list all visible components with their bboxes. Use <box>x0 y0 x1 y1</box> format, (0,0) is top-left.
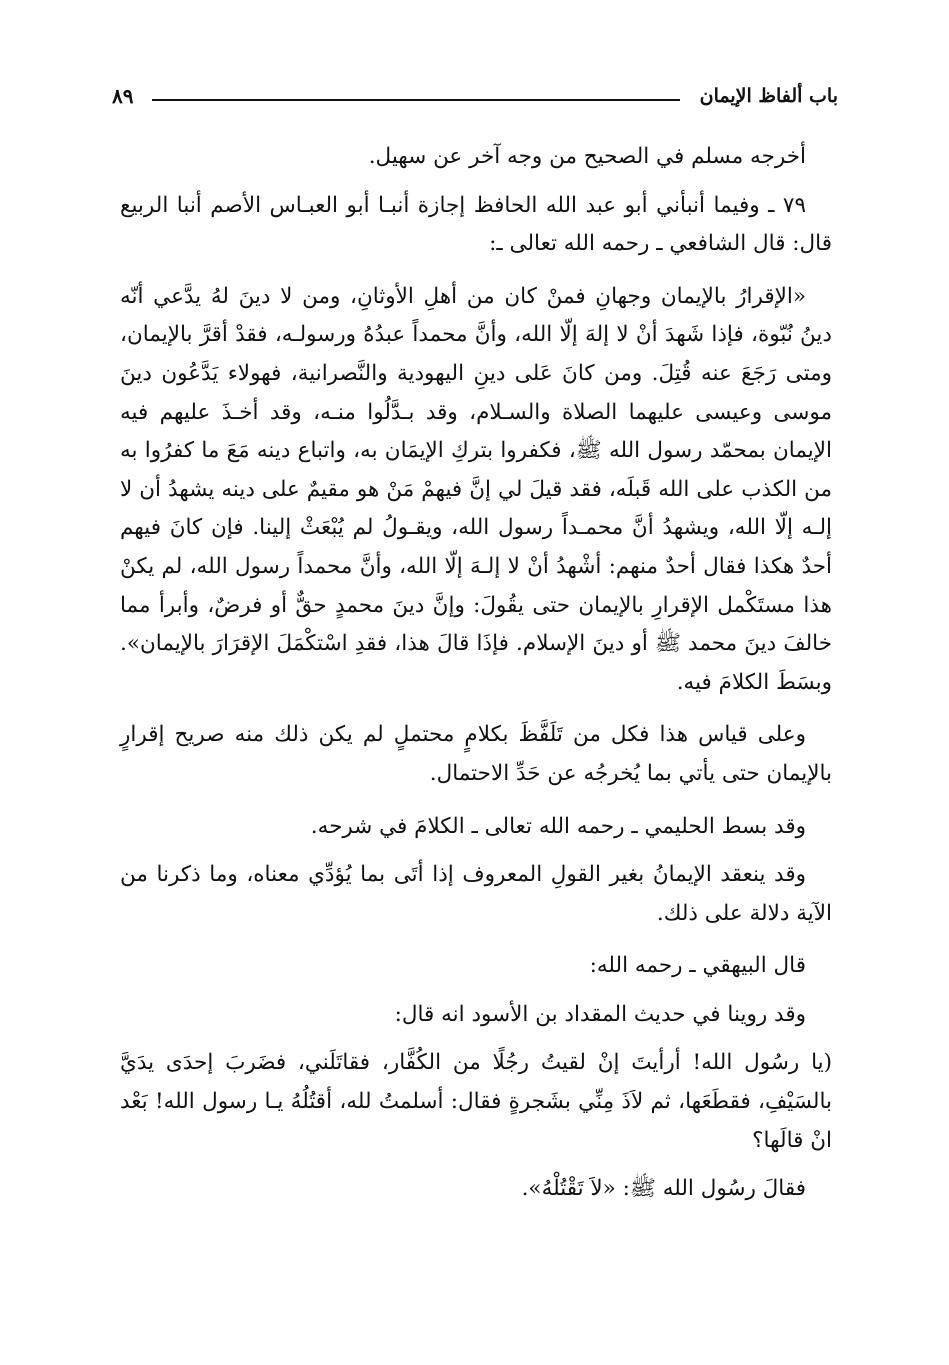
paragraph-belief-by-meaning: وقد ينعقد الإيمانُ بغير القولِ المعروف إذا أتَى بما يُؤدِّي معناه، وما ذكرنا من الآية دلالة على ذلك. <box>120 862 832 926</box>
paragraph-hadith-79-isnad: ٧٩ ـ وفيما أنبأني أبو عبد الله الحافظ إجازة أنبـا أبو العبـاس الأصم أنبا الربيع قال: قال الشافعي ـ رحمه الله تعالى ـ: <box>120 192 832 257</box>
header-rule <box>152 99 680 101</box>
paragraph-bayhaqi: قال البيهقي ـ رحمه الله: <box>589 953 806 979</box>
paragraph-shafii-quote: «الإقرارُ بالإيمان وجهانِ فمنْ كان من أهلِ الأوثانِ، ومن لا دينَ لهُ يدَّعي أنّه دينُ نُبّوة، فإذا شَهدَ أنْ لا إلهَ إلّا الله، وأنَّ محمداً عبدُهُ ورسولـه، فقدْ أقرَّ بالإيمان، ومتى رَجَعَ عنه قُتِلَ. ومن كانَ عَلى دينِ اليهودية والنَّصرانية، فهولاء يَدَّعُون دينَ موسى وعيسى عليهما الصلاة والسـلام، وقد بـدَّلُوا منـه، وقد أخـذَ عليهم فيه الإيمان بمحمّد رسول الله ﷺ، فكفروا بتركِ الإيمَان به، واتباع دينه مَعَ ما كفرُوا به من الكذب على الله قَبلَه، فقد قيلَ لي إنَّ فيهمْ مَنْ هو مقيمٌ على دينه يشهدُ أن لا إلـه إلّا الله، ويشهدُ أنَّ محمـداً رسول الله، ويقـولُ لم يُبْعَثْ إلينا. فإن كانَ فيهم أحدٌ هكذا فقال أحدٌ منهم: أشْهدُ أنْ لا إلـهَ إلّا الله، وأنَّ محمداً رسول الله، لم يكنْ هذا مستَكْمل الإقرارِ بالإيمان حتى يقُولَ: وإنَّ دينَ محمدٍ حقٌّ أو فرضٌ، وأبرأ مما خالفَ دينَ محمد ﷺ أو دينَ الإسلام. فإذَا قالَ هذا، فقدِ اسْتكْمَلَ الإقرَارَ بالإيمان». وبسَطَ الكلامَ فيه. <box>120 283 832 695</box>
page-header <box>112 82 838 114</box>
paragraph-miqdad-intro: وقد روينا في حديث المقداد بن الأسود انه قال: <box>394 1001 806 1027</box>
page-body <box>120 138 832 1209</box>
paragraph-prophet-reply: فقالَ رسُول الله ﷺ: «لاَ تَقْتُلْهُ». <box>521 1176 806 1202</box>
paragraph-source-note: أخرجه مسلم في الصحيح من وجه آخر عن سهيل. <box>368 144 806 169</box>
paragraph-halimi: وقد بسط الحليمي ـ رحمه الله تعالى ـ الكلامَ في شرحه. <box>310 813 806 839</box>
chapter-title: باب ألفاظ الإيمان <box>699 85 838 107</box>
paragraph-analogy: وعلى قياس هذا فكل من تَلَفَّظَ بكلامٍ محتملٍ لم يكن ذلك منه صريح إقرارٍ بالإيمان حتى يأتي بما يُخرجُه عن حَدِّ الاحتمال. <box>120 722 832 786</box>
paragraph-miqdad-hadith: (يا رسُول الله! أرأيتَ إنْ لقيتُ رجُلًا من الكُفَّار، فقاتَلَني، فضَربَ إحدَى يدَيَّ بالسَيْفِ، فقطَعَها، ثم لاَذَ مِنِّي بشَجرةٍ فقال: أسلمتُ لله، أقتُلُهُ يـا رسول الله! بَعْد انْ قالَها؟ <box>120 1050 832 1153</box>
page-number: ٨٩ <box>112 84 134 108</box>
